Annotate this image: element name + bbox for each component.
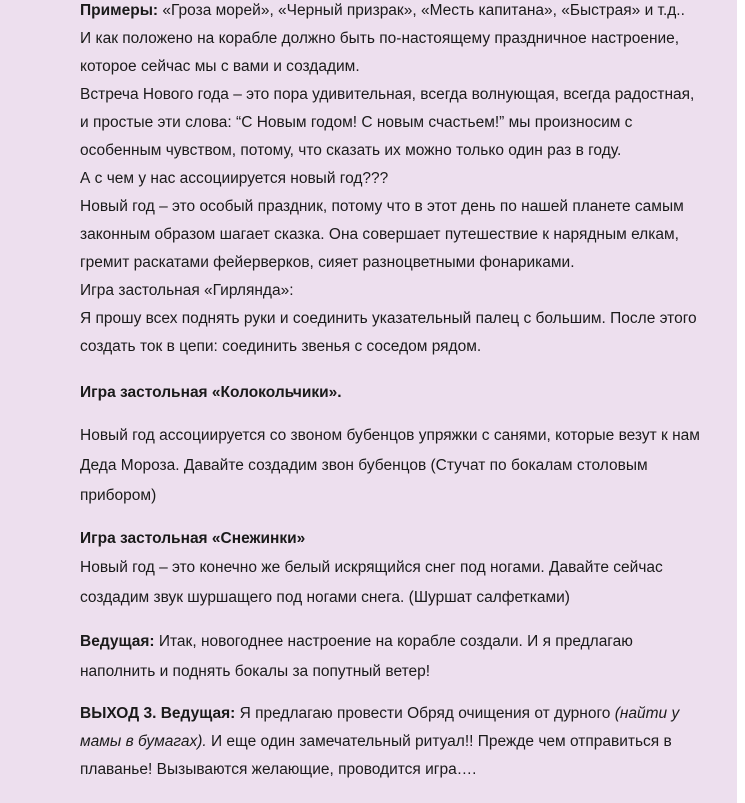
bells-game-title: Игра застольная «Колокольчики». [80,384,342,401]
examples-text: «Гроза морей», «Черный призрак», «Месть капитана», «Быстрая» и т.д.. [158,2,685,19]
document-body [80,0,705,784]
paragraph-exit-3 [80,700,705,784]
host-label: Ведущая: [80,633,155,650]
paragraph-examples [80,0,705,25]
snowflakes-game-title: Игра застольная «Снежинки» [80,530,306,547]
exit-3-note: (найти у мамы в бумагах). [80,705,680,750]
host-toast-text: Итак, новогоднее настроение на корабле создали. И я предлагаю наполнить и поднять бокалы за попутный ветер! [80,633,633,680]
examples-label: Примеры: [80,2,159,19]
paragraph-question: А с чем у нас ассоциируется новый год??? [80,170,389,187]
exit-3-text-1: Я предлагаю провести Обряд очищения от дурного [235,705,615,722]
paragraph-host-toast [80,627,705,686]
paragraph-garland-rules: Я прошу всех поднять руки и соединить указательный палец с большим. После этого создать ток в цепи: соединить звенья с соседом рядом. [80,310,697,355]
paragraph-new-year-meeting: Встреча Нового года – это пора удивительная, всегда волнующая, всегда радостная, и простые эти слова: “С Новым годом! С новым счастьем!” мы произносим с особенным чувством, потому, что сказать их можно только один раз в году. [80,86,695,159]
exit-3-text-2: И еще один замечательный ритуал!! Прежде чем отправиться в плаванье! Вызываются желающие, проводится игра…. [80,733,672,778]
page-edge [737,0,745,803]
paragraph-snowflakes: Новый год – это конечно же белый искрящийся снег под ногами. Давайте сейчас создадим звук шуршащего под ногами снега. (Шуршат салфетками) [80,559,663,606]
paragraph-bells: Новый год ассоциируется со звоном бубенцов упряжки с санями, которые везут к нам Деда Мороза. Давайте создадим звон бубенцов (Стучат по бокалам столовым прибором) [80,427,700,504]
paragraph-fairytale: Новый год – это особый праздник, потому что в этот день по нашей планете самым законным образом шагает сказка. Она совершает путешествие к нарядным елкам, гремит раскатами фейерверков, сияет разноцветными фонариками. [80,198,684,271]
exit-3-label: ВЫХОД 3. Ведущая: [80,705,236,722]
paragraph-garland-title: Игра застольная «Гирлянда»: [80,282,294,299]
paragraph-mood: И как положено на корабле должно быть по-настоящему праздничное настроение, которое сейчас мы с вами и создадим. [80,30,680,75]
heading-snowflakes-game [80,525,705,553]
heading-bells-game [80,379,705,407]
